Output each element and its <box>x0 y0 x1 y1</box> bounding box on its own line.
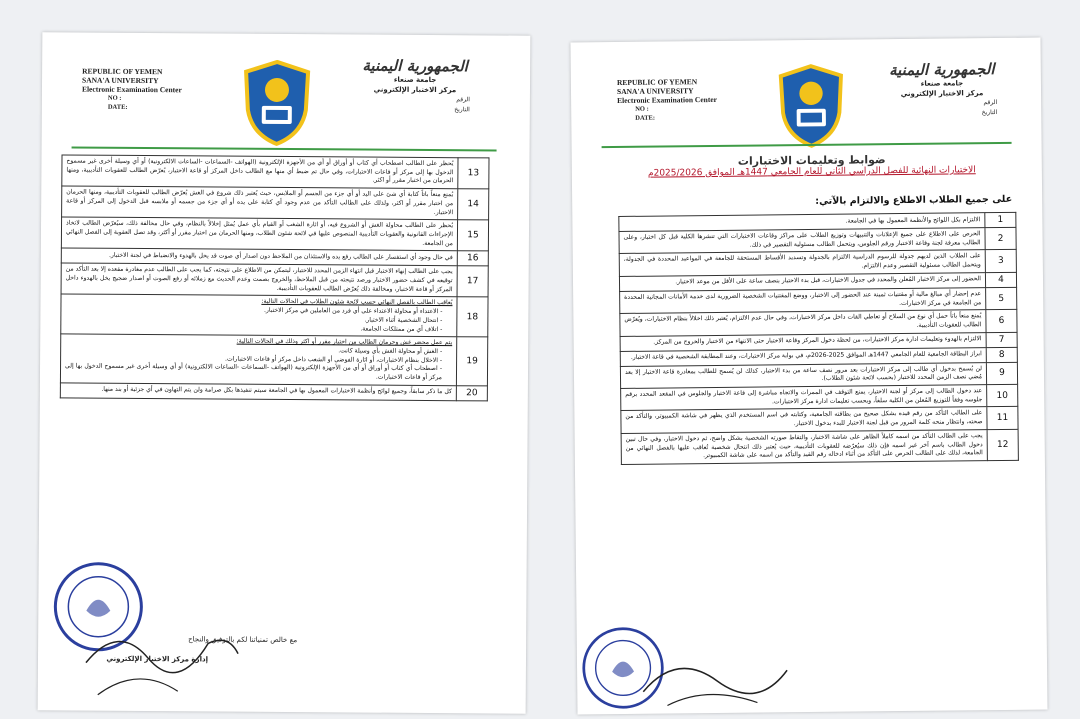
table-row <box>61 263 488 297</box>
item-number: 1 <box>985 212 1016 227</box>
header-number-ar: الرقم <box>983 99 998 107</box>
addressee-line: على جميع الطلاب الاطلاع والالتزام بالآتي: <box>815 193 1013 207</box>
list-item: - الغش أو محاولة الغش بأي وسيلة كانت. <box>65 345 442 356</box>
closing-line: مع خالص تمنياتنا لكم بالتوفيق والنجاح <box>188 635 298 645</box>
list-item: - اصطحاب أي كتاب أو أوراق أو أي من الأجهزة الإلكترونية (الهواتف -السماعات -الساعات الالكترونية) أو أي وسيلة أخرى غير مسموح الدخول بها إلى مركز أو قاعات الاختبارات. <box>65 363 442 383</box>
page-title: ضوابط وتعليمات الاختبارات <box>737 153 886 168</box>
item-number: 9 <box>986 362 1017 385</box>
item-number: 8 <box>986 347 1017 362</box>
item-text: لن يُسمح بدخول أي طالب إلى مركز الاختبارات بعد مرور نصف ساعة من بدء الاختبار، كذلك لن يُسمح للطالب بمغادرة قاعة الاختبار إلا بعد مُضي نصف الزمن المحدد للاختبار (بحسب لائحة شئون الطلاب). <box>620 362 986 388</box>
item-number: 6 <box>986 310 1017 333</box>
university-logo <box>777 64 846 149</box>
item-text: كل ما ذكر سابقاً، وجميع لوائح وأنظمة الاختبارات المعمول بها في الجامعة سيتم تنفيذها بكل صرامة ولن يتم التهاون في أي جزئية أو بند منها. <box>60 383 456 401</box>
header-number-ar: الرقم <box>456 96 470 104</box>
item-number: 11 <box>987 407 1018 430</box>
item-number: 4 <box>985 272 1016 287</box>
table-row <box>61 217 488 251</box>
header-en-line-3: Electronic Examination Center <box>81 84 182 95</box>
header-no-label: NO : <box>635 105 649 113</box>
item-text: عدم إحضار أي مبالغ مالية أو مقتنيات ثمينة عند الحضور إلى الاختبار، ووضع المقتنيات الشخصية الضرورية لدى خدمة الأمانات المجانية المحددة من الجامعة في مركز الاختبارات. <box>620 287 986 313</box>
header-calligraphy: الجمهورية اليمنية <box>888 60 995 80</box>
header-arabic <box>360 57 470 116</box>
table-row <box>62 155 489 189</box>
header-date-label: DATE: <box>635 114 656 122</box>
item-number: 5 <box>986 287 1017 310</box>
header-calligraphy: الجمهورية اليمنية <box>362 56 468 76</box>
item-heading: يُعاقب الطالب بالفصل النهائي حسب لائحة شئون الطلاب في الحالات التالية: <box>261 298 453 307</box>
item-number: 17 <box>457 266 488 297</box>
item-text: الالتزام بالهدوء وتعليمات ادارة مركز الاختبارات، من لحظة دخول المركز وقاعة الاختبار حتى الانتهاء من الاختبار والخروج من المركز. <box>620 332 986 351</box>
item-number: 16 <box>457 251 488 266</box>
header-date-ar: التاريخ <box>454 106 470 114</box>
item-text: يُحظر على الطالب محاولة الغش أو الشروع فيه، أو اثارة الشغب أو القيام بأي عمل يُمثل إخلالاً بالنظام، وفي حال مخالفة ذلك، سيُعرّض الطالب لاتخاذ الإجراءات القانونية والعقوبات التأديبية المنصوص عليها في لائحة شئون الطلاب، ومنها الحرمان من اختبار مقرر أو أكثر، وقد تصل العقوبة إلى الفصل النهائي من الجامعة. <box>61 217 457 251</box>
signature-block: إدارة مركز الاختبار الإلكتروني <box>106 654 209 664</box>
header-no-label: NO : <box>107 94 122 102</box>
header-center-ar: مركز الاختبار الإلكتروني <box>373 85 457 95</box>
table-row <box>60 383 487 401</box>
item-text: يُمنع منعاً باتاً حمل أي نوع من السلاح أو تعاطي القات داخل مركز الاختبارات، وفي حال عدم الالتزام، يُعتبر ذلك اخلالاً بنظام الاختبارات، ويُعرّض الطالب للعقوبات التأديبية. <box>620 310 986 336</box>
header-en-line-1: REPUBLIC OF YEMEN <box>616 77 698 87</box>
header-university-ar: جامعة صنعاء <box>393 75 437 85</box>
header-en-line-2: SANA'A UNIVERSITY <box>616 86 694 96</box>
item-number: 7 <box>986 332 1017 347</box>
item-number: 19 <box>456 337 487 386</box>
document-page-left <box>38 32 531 713</box>
bullet-list <box>65 345 452 383</box>
item-text: يُمنع منعاً باتاً كتابة أي شئ على اليد أو أي جزء من الجسم أو الملابس، حيث يُعتبر ذلك شروع في الغش يُعرّض الطالب للعقوبات التأديبية، ومنها الحرمان من اختبار مقرر أو اكثر، ولذلك على الطالب التأكد من عدم وجود أي كتابة على يده أو أي جزء من جسمه أو ملابسه قبل الدخول إلى المركز أو قاعة الاختبار. <box>62 186 458 220</box>
item-heading: يتم عمل محضر غش وحرمان الطالب من اختبار مقرر أو اكثر وذلك في الحالات التالية: <box>236 337 453 347</box>
document-page-right <box>570 38 1047 715</box>
item-number: 10 <box>987 384 1018 407</box>
item-text: الالتزام بكل اللوائح والأنظمة المعمول بها في الجامعة. <box>619 213 985 232</box>
item-text <box>61 294 457 337</box>
item-text: يجب على الطالب التأكد من اسمه كاملاً الظاهر على شاشة الاختبار، والتقاط صورته الشخصية بشكل واضح، ثم دخول الاختبار، وفي حال تبين دخول الطالب باسم آخر غير اسمه فإن ذلك سيُعرّضه للعقوبات التأديبية، حيث يُعتبر ذلك انتحال شخصية تُعاقب عليها بالفصل النهائي من الجامعة، لذلك على الطالب الحرص على التأكد من أثناء ادخاله رقم القيد والتأكد من اسمه على شاشة الكمبيوتر. <box>621 429 987 464</box>
item-number: 3 <box>985 250 1016 273</box>
page-subtitle: الاختبارات النهائية للفصل الدراسي الثاني للعام الجامعي 1447هـ الموافق 2025/2026م <box>647 165 976 179</box>
handwritten-signature <box>78 603 249 704</box>
header-university-ar: جامعة صنعاء <box>920 79 964 88</box>
item-text: ابراز البطاقة الجامعية للعام الجامعي 1447هـ الموافق 2025-2026م، في بوابة مركز الاختبارات، وعند المطابقة الشخصية في قاعة الاختبار. <box>620 347 986 366</box>
header-date-label: DATE: <box>107 103 128 111</box>
list-item: - الاخلال بنظام الاختبارات، أو اثارة الفوضى أو الشغب داخل مركز أو قاعات الاختبارات. <box>65 354 442 365</box>
item-number: 13 <box>458 158 489 189</box>
table-row <box>62 186 489 220</box>
item-text: عند دخول الطالب إلى مركز أو لجنة الاختبار، يمنع التوقف في الممرات والاتجاه مباشرة إلى قاعة الاختبار والجلوس في المقعد المحدد برقم جلوسه وفقاً للتوزيع المُعلن من الكلية سلفاً، وبحسب تعليمات ادارة مركز الاختبارات. <box>621 385 987 411</box>
header-date-ar: التاريخ <box>981 109 998 117</box>
item-number: 15 <box>457 220 488 251</box>
header-english <box>82 67 182 113</box>
item-text: على الطالب التأكد من رقم قيده بشكل صحيح من بطاقته الجامعية، وكتابته في اسم المستخدم الذي يظهر في شاشة الكمبيوتر، والتأكد من صحته، وانتظار منحه كلمة المرور من قبل لجنة الاختبار للبدء بدخول الاختبار. <box>621 407 987 433</box>
university-logo <box>242 60 313 146</box>
item-text: في حال وجود أي استفسار على الطالب رفع يده والاستئذان من الملاحظ دون اصدار أي صوت قد يخل بالهدوء والانضباط في لجنة الاختبار. <box>61 248 457 266</box>
handwritten-signature <box>637 640 798 712</box>
item-text: الحرص على الاطلاع على جميع الإعلانات والتنبيهات وتوزيع الطلاب على مراكز وقاعات الاختبارات التي تنشرها الكلية قبل كل اختبار، وعلى الطالب معرفة لجنة وقاعة الاختبار ورقم الجلوس، ويتحمل الطالب مسئولية التقصير في ذلك. <box>619 228 985 254</box>
header-en-line-1: REPUBLIC OF YEMEN <box>82 66 163 77</box>
item-text: يجب على الطالب إنهاء الاختبار قبل انتهاء الزمن المحدد للاختبار، ليتمكن من الاطلاع على نتيجته، كما يجب على الطالب عدم مغادرة مقعده إلا بعد التأكد من توقيعه في كشف حضور الاختبار ورصد نتيجته من قبل الملاحظ، والخروج بصمت وعدم الحديث مع زملائه أو رفع الصوت أو اصدار ضجيج يخل بالهدوء داخل المركز أو قاعة الاختبار، ومخالفة ذلك يُعرّض الطالب للعقوبات التأديبية. <box>61 263 457 297</box>
item-text: يُحظر على الطالب اصطحاب أي كتاب أو أوراق أو أي من الأجهزة الإلكترونية (الهواتف -السماعات -الساعات الالكترونية) أو أي وسيلة أخرى غير مسموح الدخول بها إلى مركز أو قاعات الاختبارات، وفي حال تم ضبط أي منها مع الطالب داخل المركز أو قاعة الاختبار، يُعرّض الطالب للعقوبات التأديبية، ومنها الحرمان من اختبار مقرر أو اكثر. <box>62 155 458 189</box>
item-number: 14 <box>458 189 489 220</box>
table-row <box>60 334 487 385</box>
item-text <box>60 334 456 385</box>
document-heading <box>612 152 1012 179</box>
list-item: - الاعتداء أو محاولة الاعتداء على أي فرد من العاملين في مركز الاختبار. <box>65 306 442 317</box>
item-number: 20 <box>456 385 487 400</box>
table-row <box>621 429 1018 464</box>
header-arabic <box>887 60 998 119</box>
list-item: - اتلاف أي من ممتلكات الجامعة. <box>65 323 442 334</box>
item-text: الحضور إلى مركز الاختبار المُعلن والمحدد في جدول الاختبارات، قبل بدء الاختبار بنصف ساعة على الأقل من موعد الاختبار. <box>619 272 985 291</box>
header-divider <box>72 147 497 152</box>
item-number: 12 <box>987 429 1018 460</box>
table-row <box>61 294 488 337</box>
item-number: 18 <box>457 297 488 337</box>
header-en-line-3: Electronic Examination Center <box>617 94 718 105</box>
bullet-list <box>65 306 452 335</box>
list-item: - انتحال الشخصية أثناء الاختبار. <box>65 314 442 325</box>
header-english <box>617 77 717 123</box>
rules-table-left <box>60 154 490 401</box>
rules-table-right <box>618 212 1019 465</box>
item-number: 2 <box>985 227 1016 250</box>
item-text: على الطلاب الذين لديهم جدولة للرسوم الدراسية الالتزام بالجدولة وتسديد الأقساط المستحقة للجامعة في المواعيد المحددة في الجدولة، ويتحمل الطالب مسئولية التقصير وعدم الالتزام. <box>619 250 985 276</box>
header-en-line-2: SANA'A UNIVERSITY <box>82 75 159 86</box>
header-center-ar: مركز الاختبار الإلكتروني <box>900 89 984 99</box>
